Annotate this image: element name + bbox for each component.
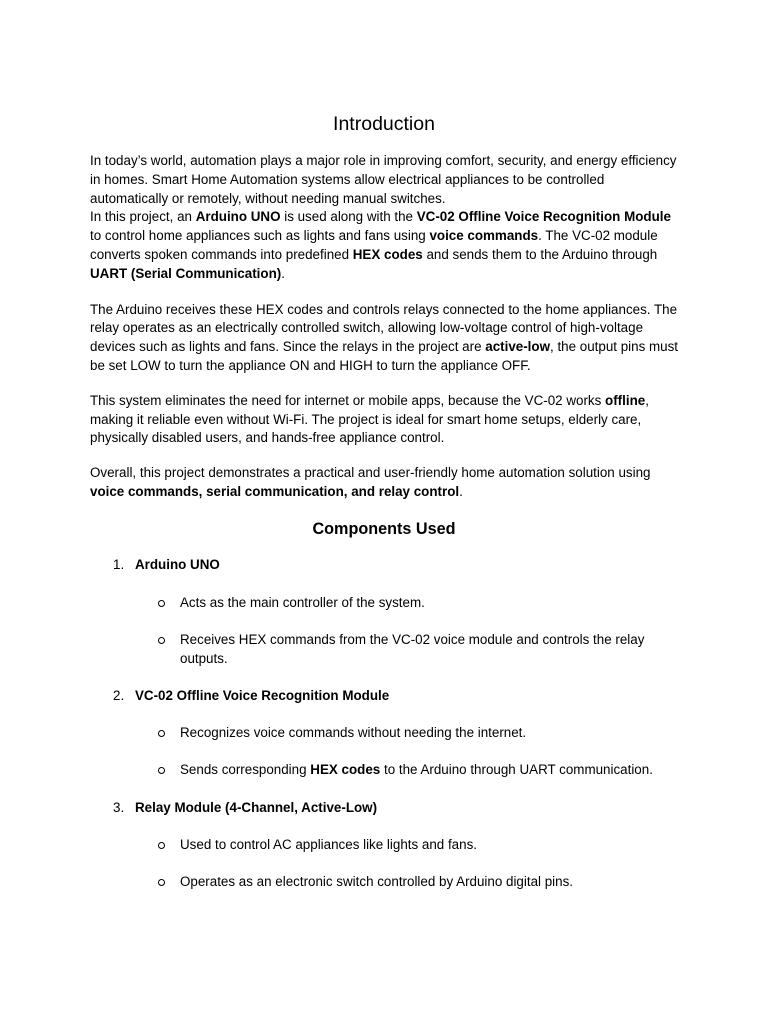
- intro-bold-term: UART (Serial Communication): [90, 265, 282, 281]
- intro-text: In this project, an: [90, 209, 196, 225]
- hollow-bullet-icon: [158, 842, 165, 849]
- list-item-name: Relay Module (4-Channel, Active-Low): [135, 799, 378, 815]
- sub-list-item: [90, 836, 680, 855]
- sub-item-bold-term: HEX codes: [310, 762, 381, 778]
- sub-item-text: to the Arduino through UART communication.: [380, 762, 653, 778]
- sub-item-text: Acts as the main controller of the system.: [180, 595, 425, 610]
- sub-list-item: [90, 873, 680, 892]
- list-item: [90, 687, 680, 705]
- list-item-number: 3.: [113, 799, 125, 815]
- list-item-name: VC-02 Offline Voice Recognition Module: [135, 688, 390, 704]
- intro-paragraph-3: [90, 392, 680, 448]
- sub-item-text: Used to control AC appliances like lights and fans.: [180, 836, 477, 852]
- intro-text: to control home appliances such as lights and fans using: [90, 228, 430, 244]
- list-item: [90, 799, 680, 817]
- sub-list-item: [90, 761, 680, 780]
- hollow-bullet-icon: [158, 637, 165, 644]
- hollow-bullet-icon: [158, 767, 165, 774]
- list-item-number: 1.: [113, 557, 125, 572]
- components-heading: Components Used: [312, 520, 456, 538]
- hollow-bullet-icon: [158, 600, 165, 607]
- sub-list-item: [90, 724, 680, 743]
- intro-bold-term: Arduino UNO: [195, 209, 281, 225]
- intro-text: and sends them to the Arduino through: [422, 246, 658, 262]
- intro-text: . The VC-02 module converts spoken commands into predefined: [90, 228, 658, 262]
- intro-paragraph-2: [90, 301, 680, 376]
- intro-text: , making it reliable even without Wi-Fi. The project is ideal for smart home setups, elderly care, physically disabled users, and hands-free appliance control.: [90, 392, 649, 446]
- intro-bold-term: offline: [605, 392, 646, 408]
- list-item: [90, 556, 680, 574]
- intro-bold-term: voice commands, serial communication, and relay control: [90, 483, 460, 499]
- intro-bold-term: voice commands: [429, 228, 539, 244]
- sub-list-item: [90, 594, 680, 613]
- intro-text: , the output pins must be set LOW to turn the appliance ON and HIGH to turn the appliance OFF.: [90, 339, 679, 373]
- sub-list-item: [90, 631, 680, 669]
- intro-bold-term: HEX codes: [352, 246, 423, 262]
- intro-text: In today’s world, automation plays a major role in improving comfort, security, and energy efficiency in homes. Smart Home Automation systems allow electrical appliances to be controlled automatically or remotely, without needing manual switches.: [90, 153, 677, 206]
- intro-bold-term: VC-02 Offline Voice Recognition Module: [416, 209, 671, 225]
- intro-paragraph-1: [90, 152, 680, 284]
- intro-text: .: [281, 265, 285, 281]
- intro-bold-term: active-low: [485, 339, 550, 355]
- sub-item-text: Sends corresponding: [180, 762, 311, 778]
- sub-item-text: Operates as an electronic switch controlled by Arduino digital pins.: [180, 873, 574, 889]
- intro-text: This system eliminates the need for internet or mobile apps, because the VC-02 works: [90, 392, 606, 408]
- list-item-number: 2.: [113, 688, 125, 704]
- intro-text: The Arduino receives these HEX codes and controls relays connected to the home appliances. The relay operates as an electrically controlled switch, allowing low-voltage control of high-voltage devices such as lights and fans. Since the relays in the project are: [90, 301, 678, 355]
- intro-text: is used along with the: [280, 209, 417, 225]
- sub-item-text: Receives HEX commands from the VC-02 voice module and controls the relay outputs.: [180, 631, 645, 666]
- hollow-bullet-icon: [158, 730, 165, 737]
- list-item-name: Arduino UNO: [135, 557, 220, 572]
- hollow-bullet-icon: [158, 879, 165, 886]
- page-title: Introduction: [333, 113, 435, 135]
- sub-item-text: Recognizes voice commands without needing the internet.: [180, 725, 527, 741]
- components-list: [90, 556, 680, 892]
- intro-text: Overall, this project demonstrates a practical and user-friendly home automation solution using: [90, 465, 651, 481]
- introduction-section: [90, 152, 680, 518]
- intro-text: .: [459, 483, 463, 499]
- intro-paragraph-4: [90, 464, 680, 502]
